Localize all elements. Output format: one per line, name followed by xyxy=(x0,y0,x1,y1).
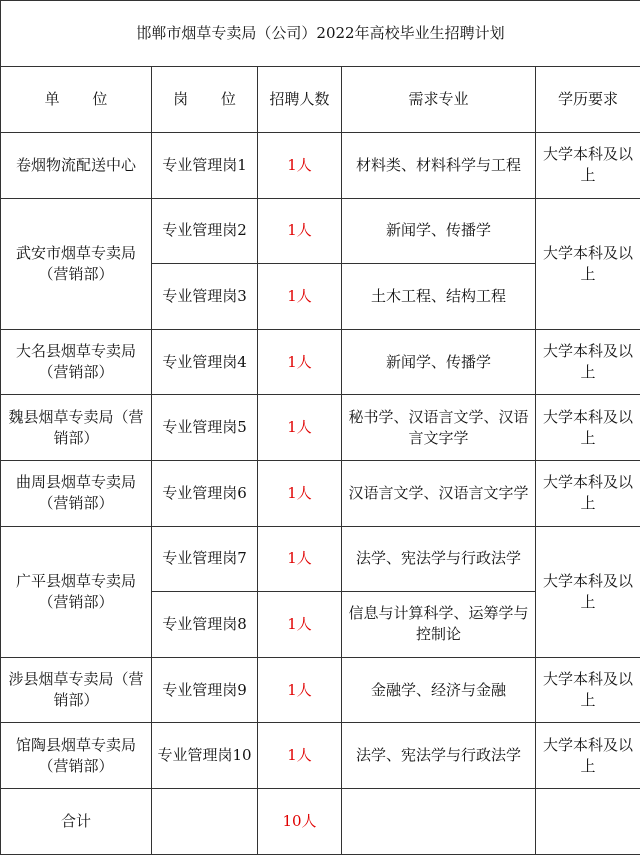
education-cell: 大学本科及以上 xyxy=(536,133,640,199)
count-cell: 1人 xyxy=(258,264,342,330)
unit-name-cell: 广平县烟草专卖局（营销部） xyxy=(1,526,152,657)
unit-name-cell: 涉县烟草专卖局（营销部） xyxy=(1,657,152,723)
post-cell: 专业管理岗9 xyxy=(152,657,258,723)
total-education xyxy=(536,788,640,854)
major-cell: 材料类、材料科学与工程 xyxy=(342,133,536,199)
education-cell: 大学本科及以上 xyxy=(536,723,640,789)
count-cell: 1人 xyxy=(258,395,342,461)
title-row xyxy=(1,1,640,67)
total-major xyxy=(342,788,536,854)
major-cell: 新闻学、传播学 xyxy=(342,198,536,264)
table-row xyxy=(1,723,640,789)
count-cell: 1人 xyxy=(258,526,342,592)
count-cell: 1人 xyxy=(258,657,342,723)
unit-name-cell: 大名县烟草专卖局（营销部） xyxy=(1,329,152,395)
count-cell: 1人 xyxy=(258,460,342,526)
major-cell: 土木工程、结构工程 xyxy=(342,264,536,330)
post-cell: 专业管理岗2 xyxy=(152,198,258,264)
education-cell: 大学本科及以上 xyxy=(536,657,640,723)
unit-name-cell: 曲周县烟草专卖局（营销部） xyxy=(1,460,152,526)
post-cell: 专业管理岗5 xyxy=(152,395,258,461)
table-row xyxy=(1,133,640,199)
table-row xyxy=(1,460,640,526)
table-row xyxy=(1,657,640,723)
unit-name-cell: 卷烟物流配送中心 xyxy=(1,133,152,199)
education-cell: 大学本科及以上 xyxy=(536,460,640,526)
education-cell: 大学本科及以上 xyxy=(536,329,640,395)
table-row xyxy=(1,526,640,592)
table-row xyxy=(1,329,640,395)
post-cell: 专业管理岗8 xyxy=(152,592,258,658)
table-row xyxy=(1,198,640,264)
post-cell: 专业管理岗3 xyxy=(152,264,258,330)
education-cell: 大学本科及以上 xyxy=(536,526,640,657)
post-cell: 专业管理岗7 xyxy=(152,526,258,592)
count-cell: 1人 xyxy=(258,198,342,264)
header-education: 学历要求 xyxy=(536,67,640,133)
table-row xyxy=(1,395,640,461)
major-cell: 汉语言文学、汉语言文字学 xyxy=(342,460,536,526)
major-cell: 信息与计算科学、运筹学与控制论 xyxy=(342,592,536,658)
total-label: 合计 xyxy=(1,788,152,854)
count-cell: 1人 xyxy=(258,329,342,395)
count-cell: 1人 xyxy=(258,592,342,658)
major-cell: 法学、宪法学与行政法学 xyxy=(342,526,536,592)
major-cell: 新闻学、传播学 xyxy=(342,329,536,395)
header-post: 岗 位 xyxy=(152,67,258,133)
unit-name-cell: 魏县烟草专卖局（营销部） xyxy=(1,395,152,461)
total-row xyxy=(1,788,640,854)
header-major: 需求专业 xyxy=(342,67,536,133)
post-cell: 专业管理岗10 xyxy=(152,723,258,789)
major-cell: 秘书学、汉语言文学、汉语言文字学 xyxy=(342,395,536,461)
count-cell: 1人 xyxy=(258,133,342,199)
post-cell: 专业管理岗4 xyxy=(152,329,258,395)
table-title: 邯郸市烟草专卖局（公司）2022年高校毕业生招聘计划 xyxy=(1,1,640,67)
total-count: 10人 xyxy=(258,788,342,854)
post-cell: 专业管理岗6 xyxy=(152,460,258,526)
major-cell: 金融学、经济与金融 xyxy=(342,657,536,723)
unit-name-cell: 武安市烟草专卖局（营销部） xyxy=(1,198,152,329)
education-cell: 大学本科及以上 xyxy=(536,395,640,461)
table-body xyxy=(1,1,640,855)
header-row xyxy=(1,67,640,133)
count-cell: 1人 xyxy=(258,723,342,789)
unit-name-cell: 馆陶县烟草专卖局（营销部） xyxy=(1,723,152,789)
header-unit: 单 位 xyxy=(1,67,152,133)
total-post xyxy=(152,788,258,854)
post-cell: 专业管理岗1 xyxy=(152,133,258,199)
education-cell: 大学本科及以上 xyxy=(536,198,640,329)
header-count: 招聘人数 xyxy=(258,67,342,133)
major-cell: 法学、宪法学与行政法学 xyxy=(342,723,536,789)
